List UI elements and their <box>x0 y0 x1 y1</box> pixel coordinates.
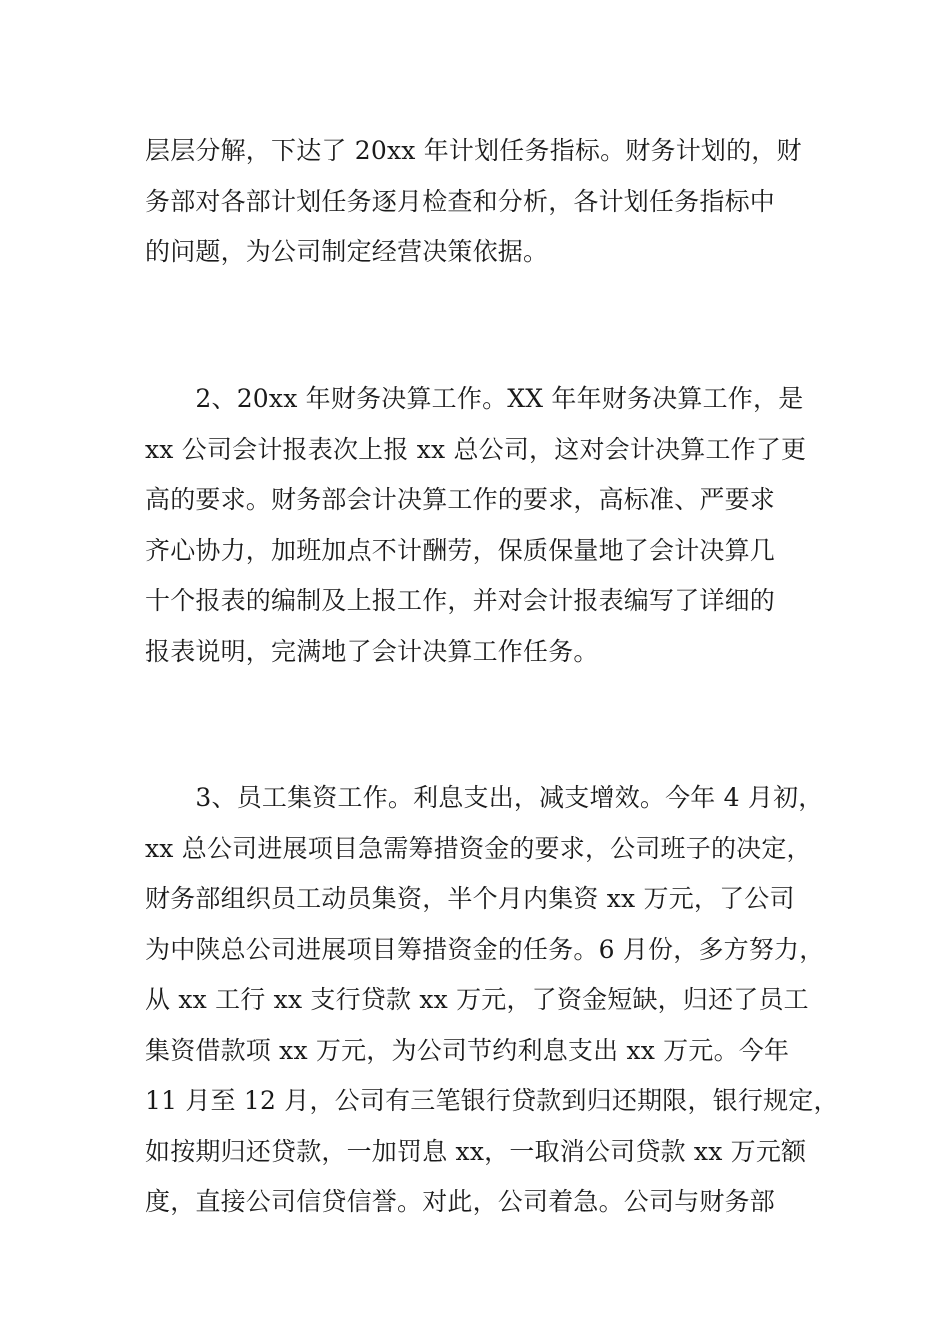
paragraph-line: 集资借款项 xx 万元，为公司节约利息支出 xx 万元。今年 <box>145 1035 790 1065</box>
paragraph-line: 报表说明，完满地了会计决算工作任务。 <box>145 636 599 666</box>
paragraph-1 <box>145 126 810 278</box>
paragraph-line: 2、20xx 年财务决算工作。XX 年年财务决算工作，是 <box>145 384 804 413</box>
paragraph-line: 从 xx 工行 xx 支行贷款 xx 万元，了资金短缺，归还了员工 <box>145 985 809 1014</box>
paragraph-line: 的问题，为公司制定经营决策依据。 <box>145 237 549 266</box>
paragraph-line: 为中陕总公司进展项目筹措资金的任务。6 月份，多方努力， <box>145 934 825 964</box>
paragraph-line: 度，直接公司信贷信誉。对此，公司着急。公司与财务部 <box>145 1187 776 1216</box>
paragraph-line: 齐心协力，加班加点不计酬劳，保质保量地了会计决算几 <box>145 535 776 565</box>
paragraph-line: 如按期归还贷款，一加罚息 xx，一取消公司贷款 xx 万元额 <box>145 1136 807 1166</box>
paragraph-line: 财务部组织员工动员集资，半个月内集资 xx 万元，了公司 <box>145 884 795 913</box>
paragraph-line: 十个报表的编制及上报工作，并对会计报表编写了详细的 <box>145 586 776 615</box>
paragraph-line: xx 总公司进展项目急需筹措资金的要求，公司班子的决定， <box>145 833 812 863</box>
paragraph-3 <box>145 773 839 1228</box>
paragraph-line: 3、员工集资工作。利息支出，减支增效。今年 4 月初， <box>145 783 824 812</box>
paragraph-2 <box>145 374 810 677</box>
paragraph-line: 层层分解，下达了 20xx 年计划任务指标。财务计划的，财 <box>145 136 802 165</box>
paragraph-line: 高的要求。财务部会计决算工作的要求，高标准、严要求 <box>145 485 776 514</box>
paragraph-line: xx 公司会计报表次上报 xx 总公司，这对会计决算工作了更 <box>145 434 807 464</box>
paragraph-line: 务部对各部计划任务逐月检查和分析，各计划任务指标中 <box>145 186 776 216</box>
paragraph-line: 11 月至 12 月，公司有三笔银行贷款到归还期限，银行规定， <box>145 1086 839 1115</box>
